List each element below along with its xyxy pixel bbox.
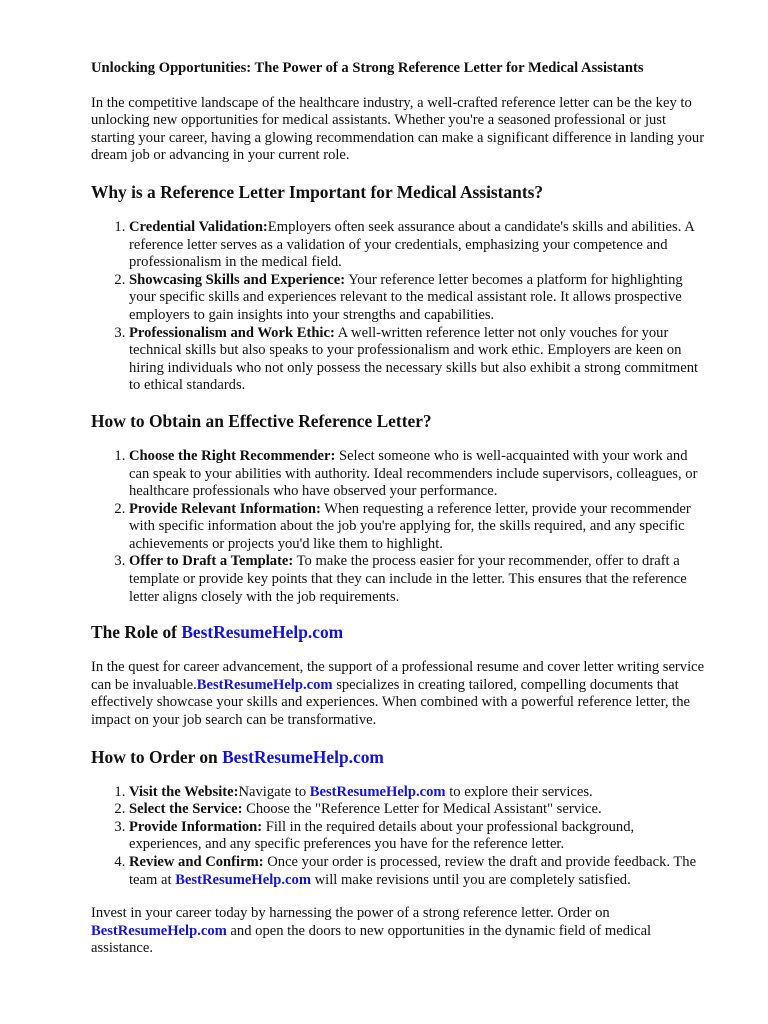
site-link[interactable]: BestResumeHelp.com xyxy=(309,783,446,800)
list-item-text: Navigate to xyxy=(238,783,310,800)
list-item xyxy=(129,448,710,501)
heading-text: How to Order on xyxy=(91,746,223,767)
list-item-term: Choose the Right Recommender: xyxy=(129,447,336,464)
list-item xyxy=(129,219,710,272)
paragraph-text: In the quest for career advancement, the support of a professional resume and cover letter writing service can be invaluable. xyxy=(91,659,705,693)
why-list xyxy=(91,219,710,395)
list-item-text: Your reference letter becomes a platform for highlighting your specific skills and experiences relevant to the medical assistant role. It allows prospective employers to gain insights into your strengths and capabilities. xyxy=(129,271,683,323)
role-paragraph xyxy=(91,659,710,729)
list-item xyxy=(129,819,710,854)
list-item-term: Provide Relevant Information: xyxy=(129,500,321,517)
section-heading-order xyxy=(91,747,710,768)
list-item-term: Select the Service: xyxy=(129,801,243,818)
list-item-text: When requesting a reference letter, provide your recommender with specific information about the job you're applying for, the skills required, and any specific achievements or projects you'd like them to highlight. xyxy=(129,500,691,552)
paragraph-text: Invest in your career today by harnessing the power of a strong reference letter. Order on xyxy=(91,905,610,922)
closing-paragraph xyxy=(91,905,710,958)
order-list xyxy=(91,784,710,890)
list-item-term: Offer to Draft a Template: xyxy=(129,553,294,570)
list-item xyxy=(129,784,710,802)
section-heading-role xyxy=(91,622,710,643)
list-item-text: Employers often seek assurance about a candidate's skills and abilities. A reference letter serves as a validation of your credentials, emphasizing your competence and professionalism in the medical field. xyxy=(129,218,694,271)
obtain-list xyxy=(91,448,710,606)
list-item xyxy=(129,501,710,554)
document-title: Unlocking Opportunities: The Power of a Strong Reference Letter for Medical Assistants xyxy=(91,60,644,76)
list-item xyxy=(129,325,710,395)
list-item-text: Fill in the required details about your professional background, experiences, and any specific preferences you have for the reference letter. xyxy=(129,818,635,853)
list-item-text: A well-written reference letter not only vouches for your technical skills but also speaks to your professionalism and work ethic. Employers are keen on hiring individuals who not only possess the necessary skills but also exhibit a strong commitment to ethical standards. xyxy=(129,324,699,394)
list-item xyxy=(129,553,710,606)
list-item-term: Visit the Website: xyxy=(129,783,239,800)
list-item-text: Choose the "Reference Letter for Medical Assistant" service. xyxy=(242,801,602,818)
section-heading-obtain: How to Obtain an Effective Reference Letter? xyxy=(91,410,432,431)
list-item-term: Credential Validation: xyxy=(129,218,268,235)
site-link[interactable]: BestResumeHelp.com xyxy=(196,676,333,693)
list-item-term: Professionalism and Work Ethic: xyxy=(129,324,335,341)
intro-paragraph: In the competitive landscape of the healthcare industry, a well-crafted reference letter can be the key to unlocking new opportunities for medical assistants. Whether you're a seasoned professional or just starting your career, having a glowing recommendation can make a significant difference in landing your dream job or advancing in your current role. xyxy=(91,94,705,164)
heading-text: The Role of xyxy=(91,622,182,643)
paragraph-text: and open the doors to new opportunities in the dynamic field of medical assistance. xyxy=(91,922,652,957)
list-item xyxy=(129,801,710,819)
list-item xyxy=(129,272,710,325)
site-link[interactable]: BestResumeHelp.com xyxy=(181,622,344,643)
list-item-text: Select someone who is well-acquainted with your work and can speak to your abilities with authority. Ideal recommenders include supervisors, colleagues, or healthcare professionals who have observed your performance. xyxy=(129,447,698,500)
list-item-text: To make the process easier for your recommender, offer to draft a template or provide key points that they can include in the letter. This ensures that the reference letter aligns closely with the job requirements. xyxy=(129,553,687,605)
list-item-text: to explore their services. xyxy=(445,783,593,800)
list-item-term: Provide Information: xyxy=(129,818,263,835)
site-link[interactable]: BestResumeHelp.com xyxy=(91,922,227,939)
list-item-text: will make revisions until you are completely satisfied. xyxy=(310,871,631,888)
list-item xyxy=(129,854,710,889)
paragraph-text: specializes in creating tailored, compelling documents that effectively showcase your skills and experiences. When combined with a powerful reference letter, the impact on your job search can be transformative. xyxy=(91,676,691,729)
list-item-text: Once your order is processed, review the draft and provide feedback. The team at xyxy=(129,854,697,888)
section-heading-why: Why is a Reference Letter Important for Medical Assistants? xyxy=(91,181,544,202)
site-link[interactable]: BestResumeHelp.com xyxy=(175,871,311,888)
site-link[interactable]: BestResumeHelp.com xyxy=(222,746,384,767)
list-item-term: Review and Confirm: xyxy=(129,854,264,870)
list-item-term: Showcasing Skills and Experience: xyxy=(129,271,346,288)
